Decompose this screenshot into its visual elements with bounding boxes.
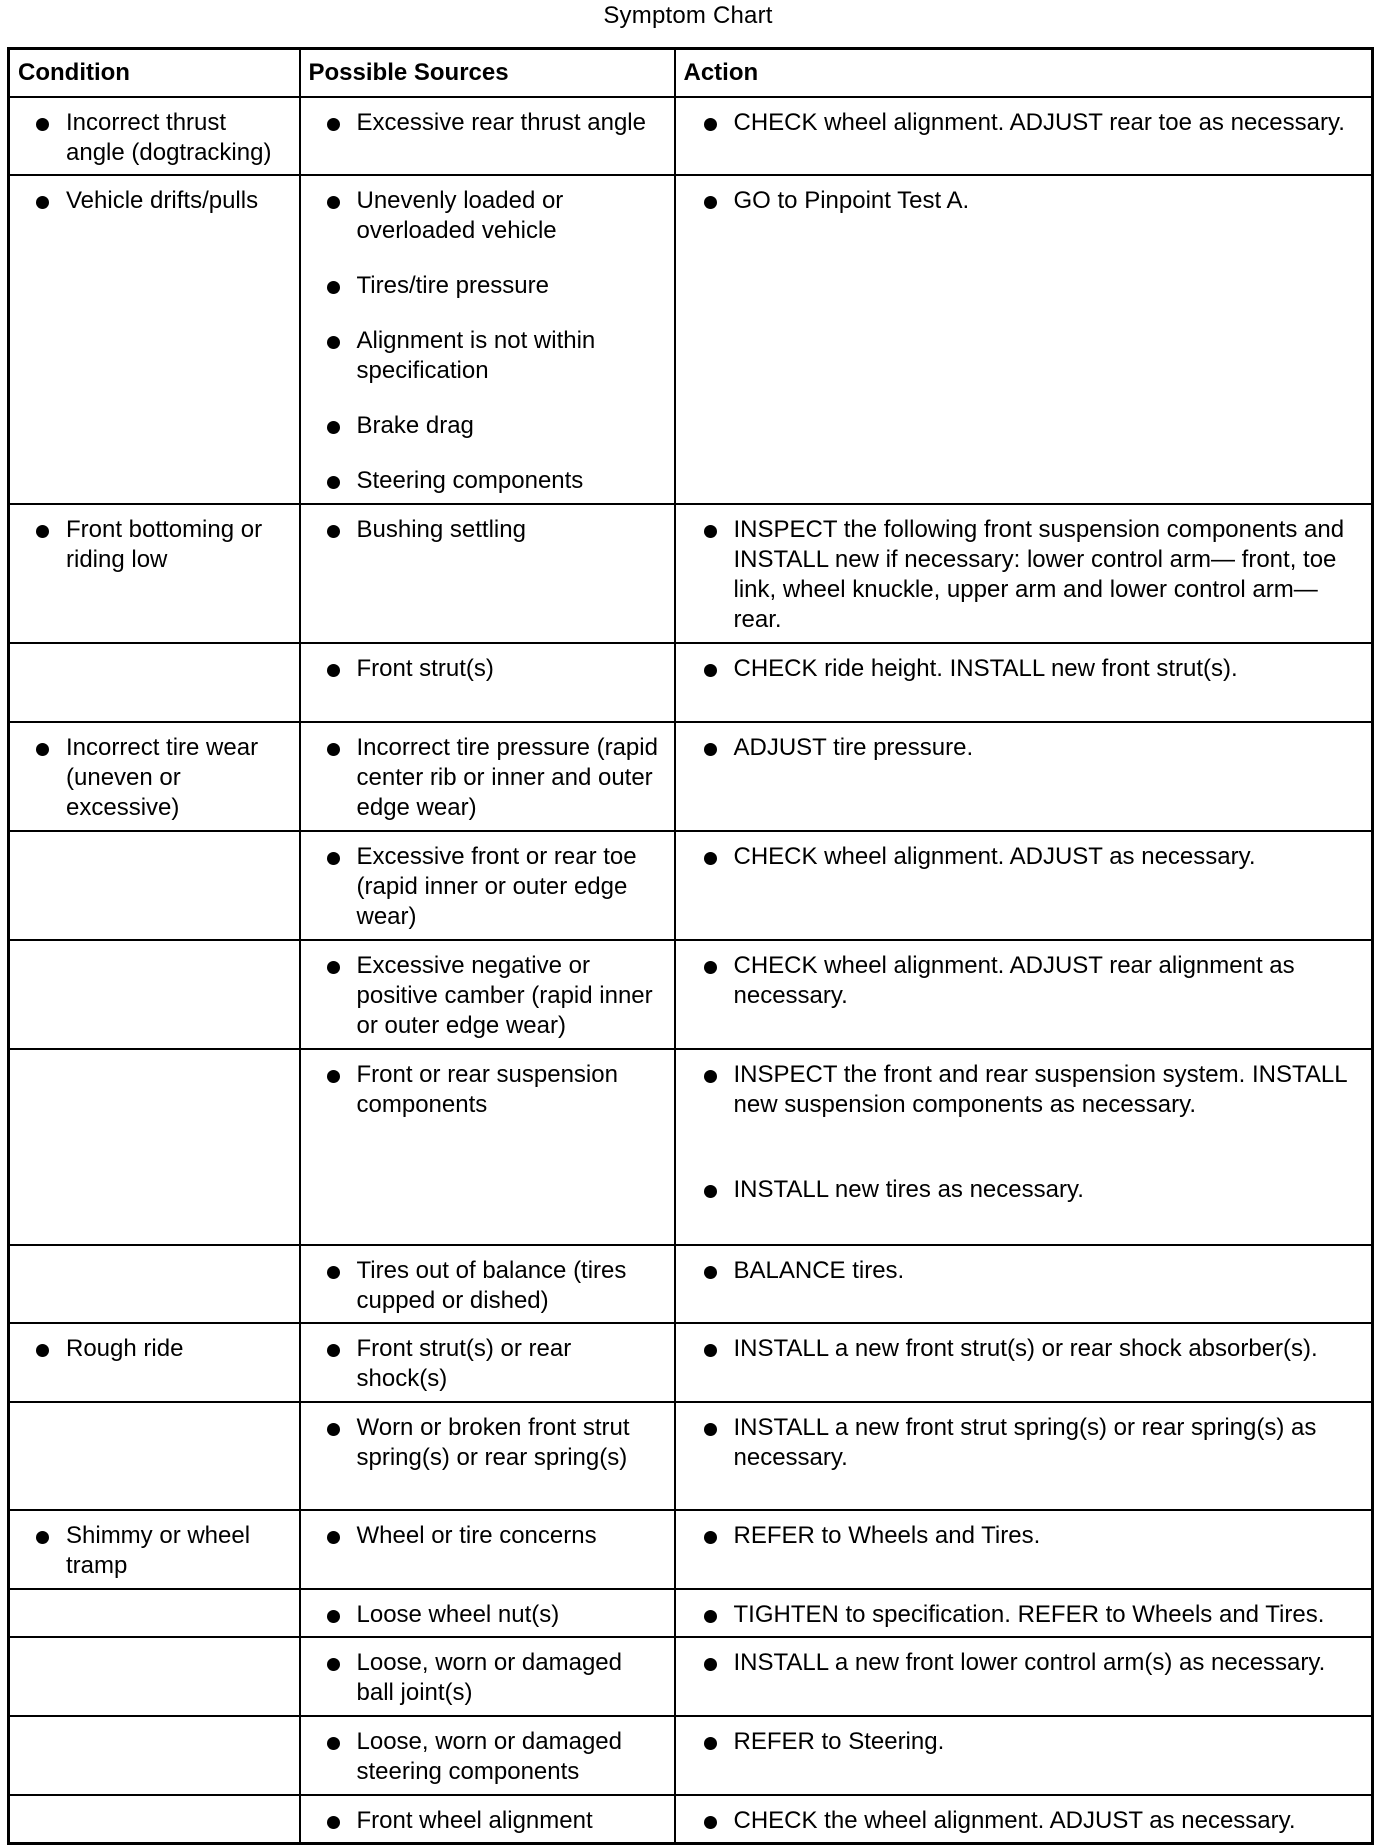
sources-cell [300, 722, 675, 831]
table-row [9, 1049, 1373, 1245]
action-item: REFER to Steering. [676, 1727, 1362, 1757]
header-possible-sources: Possible Sources [300, 49, 675, 97]
table-row [9, 1245, 1373, 1323]
source-item: Excessive front or rear toe (rapid inner or outer edge wear) [301, 842, 664, 932]
action-cell [675, 831, 1373, 940]
source-item: Wheel or tire concerns [301, 1521, 664, 1551]
source-item: Bushing settling [301, 515, 664, 545]
condition-cell [9, 722, 300, 831]
condition-text: Rough ride [10, 1334, 289, 1364]
action-cell [675, 1589, 1373, 1637]
sources-cell [300, 643, 675, 722]
table-row [9, 831, 1373, 940]
action-cell [675, 1402, 1373, 1510]
action-item: INSPECT the following front suspension components and INSTALL new if necessary: lower control arm— front, toe link, wheel knuckle, upper arm and lower control arm— rear. [676, 515, 1362, 635]
table-row [9, 1637, 1373, 1716]
action-item: INSTALL a new front strut(s) or rear shock absorber(s). [676, 1334, 1362, 1364]
condition-cell [9, 831, 300, 940]
sources-cell [300, 175, 675, 504]
condition-cell [9, 1716, 300, 1795]
source-item: Brake drag [301, 411, 664, 441]
sources-cell [300, 1510, 675, 1589]
source-item: Tires out of balance (tires cupped or dished) [301, 1256, 664, 1316]
table-row [9, 1323, 1373, 1402]
table-row [9, 1510, 1373, 1589]
action-item: TIGHTEN to specification. REFER to Wheels and Tires. [676, 1600, 1362, 1630]
source-item: Loose, worn or damaged steering components [301, 1727, 664, 1787]
source-item: Front strut(s) [301, 654, 664, 684]
table-row [9, 504, 1373, 643]
sources-cell [300, 1589, 675, 1637]
table-row [9, 1716, 1373, 1795]
action-cell [675, 643, 1373, 722]
symptom-chart-table [7, 47, 1374, 1845]
source-item: Unevenly loaded or overloaded vehicle [301, 186, 664, 246]
source-item: Alignment is not within specification [301, 326, 664, 386]
condition-cell [9, 175, 300, 504]
action-item: CHECK the wheel alignment. ADJUST as necessary. [676, 1806, 1362, 1836]
action-item: INSTALL a new front lower control arm(s) as necessary. [676, 1648, 1362, 1678]
table-row [9, 722, 1373, 831]
sources-cell [300, 1795, 675, 1844]
sources-cell [300, 97, 675, 175]
action-cell [675, 1795, 1373, 1844]
header-condition: Condition [9, 49, 300, 97]
sources-cell [300, 1245, 675, 1323]
table-row [9, 1589, 1373, 1637]
action-cell [675, 1049, 1373, 1245]
action-item: CHECK wheel alignment. ADJUST rear alignment as necessary. [676, 951, 1362, 1011]
action-cell [675, 175, 1373, 504]
action-item: CHECK wheel alignment. ADJUST rear toe as necessary. [676, 108, 1362, 138]
condition-cell [9, 97, 300, 175]
action-item: INSPECT the front and rear suspension system. INSTALL new suspension components as necessary. [676, 1060, 1362, 1120]
sources-cell [300, 1716, 675, 1795]
condition-cell [9, 1637, 300, 1716]
page-title: Symptom Chart [603, 2, 773, 29]
source-item: Front or rear suspension components [301, 1060, 664, 1120]
source-item: Loose wheel nut(s) [301, 1600, 664, 1630]
source-item: Incorrect tire pressure (rapid center rib or inner and outer edge wear) [301, 733, 664, 823]
action-cell [675, 1716, 1373, 1795]
action-cell [675, 1245, 1373, 1323]
table-row [9, 1402, 1373, 1510]
sources-cell [300, 1637, 675, 1716]
condition-cell [9, 940, 300, 1049]
source-item: Front strut(s) or rear shock(s) [301, 1334, 664, 1394]
sources-cell [300, 1323, 675, 1402]
header-row [9, 49, 1373, 97]
source-item: Tires/tire pressure [301, 271, 664, 301]
sources-cell [300, 940, 675, 1049]
action-item: CHECK ride height. INSTALL new front strut(s). [676, 654, 1362, 684]
source-item: Steering components [301, 466, 664, 496]
condition-cell [9, 1245, 300, 1323]
table-row [9, 643, 1373, 722]
source-item: Worn or broken front strut spring(s) or rear spring(s) [301, 1413, 664, 1473]
action-item: CHECK wheel alignment. ADJUST as necessary. [676, 842, 1362, 872]
header-action: Action [675, 49, 1373, 97]
condition-text: Incorrect thrust angle (dogtracking) [10, 108, 289, 168]
source-item: Front wheel alignment [301, 1806, 664, 1836]
action-cell [675, 97, 1373, 175]
action-cell [675, 504, 1373, 643]
source-item: Excessive rear thrust angle [301, 108, 664, 138]
action-item: GO to Pinpoint Test A. [676, 186, 1362, 216]
action-item: ADJUST tire pressure. [676, 733, 1362, 763]
condition-text: Front bottoming or riding low [10, 515, 289, 575]
action-cell [675, 1510, 1373, 1589]
condition-cell [9, 1323, 300, 1402]
condition-cell [9, 504, 300, 643]
source-item: Excessive negative or positive camber (rapid inner or outer edge wear) [301, 951, 664, 1041]
action-item: BALANCE tires. [676, 1256, 1362, 1286]
condition-text: Shimmy or wheel tramp [10, 1521, 289, 1581]
condition-text: Vehicle drifts/pulls [10, 186, 289, 216]
sources-cell [300, 831, 675, 940]
condition-cell [9, 1795, 300, 1844]
table-row [9, 940, 1373, 1049]
action-item: INSTALL a new front strut spring(s) or rear spring(s) as necessary. [676, 1413, 1362, 1473]
source-item: Loose, worn or damaged ball joint(s) [301, 1648, 664, 1708]
action-item: REFER to Wheels and Tires. [676, 1521, 1362, 1551]
condition-cell [9, 1049, 300, 1245]
action-cell [675, 1323, 1373, 1402]
condition-text: Incorrect tire wear (uneven or excessive) [10, 733, 289, 823]
sources-cell [300, 1049, 675, 1245]
condition-cell [9, 643, 300, 722]
table-row [9, 175, 1373, 504]
action-cell [675, 1637, 1373, 1716]
condition-cell [9, 1402, 300, 1510]
action-cell [675, 940, 1373, 1049]
sources-cell [300, 1402, 675, 1510]
sources-cell [300, 504, 675, 643]
table-row [9, 1795, 1373, 1844]
action-cell [675, 722, 1373, 831]
action-item: INSTALL new tires as necessary. [676, 1175, 1362, 1205]
table-row [9, 97, 1373, 175]
condition-cell [9, 1510, 300, 1589]
condition-cell [9, 1589, 300, 1637]
